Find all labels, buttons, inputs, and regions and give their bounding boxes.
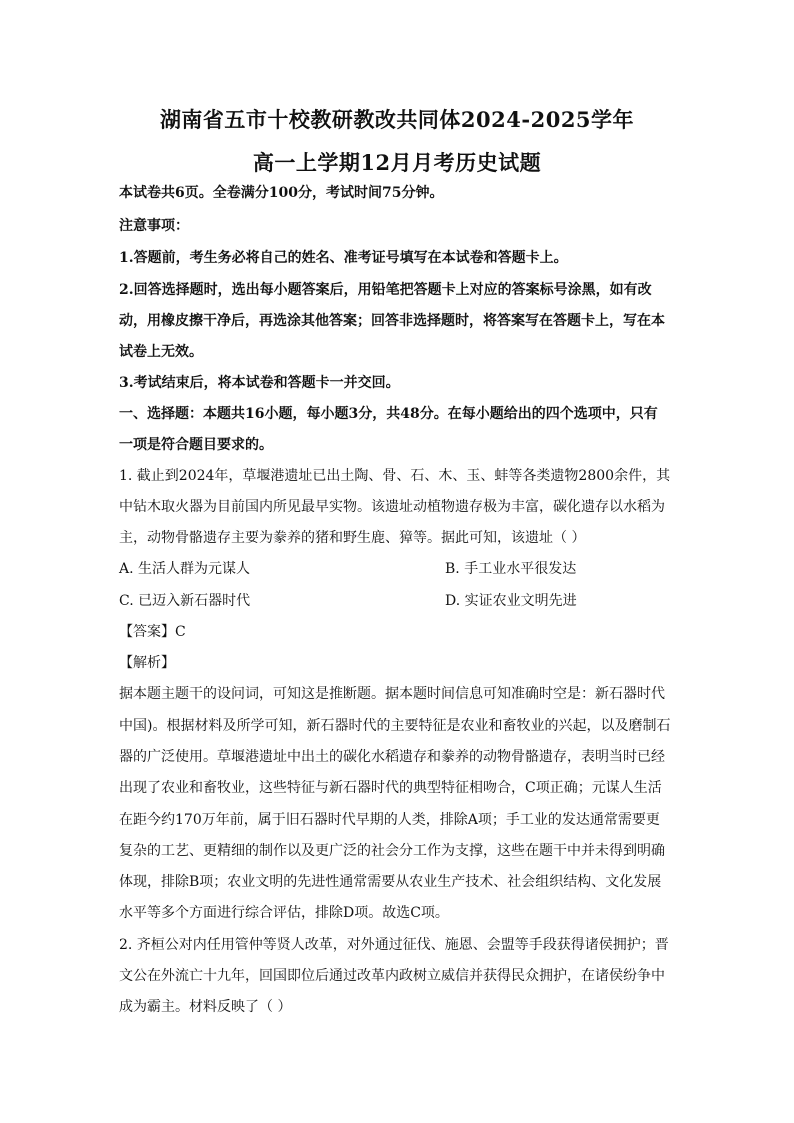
question-2-stem: 成为霸主。材料反映了（ ） — [119, 999, 292, 1015]
notice-item: 1.答题前，考生务必将自己的姓名、准考证号填写在本试卷和答题卡上。 — [119, 250, 568, 266]
analysis-line: 在距今约170万年前，属于旧石器时代早期的人类，排除A项；手工业的发达通常需要更 — [119, 812, 660, 828]
exam-intro: 本试卷共6页。全卷满分100分，考试时间75分钟。 — [119, 185, 444, 201]
option-c: C. 已迈入新石器时代 — [119, 593, 251, 609]
question-1-stem: 主，动物骨骼遗存主要为豢养的猪和野生鹿、獐等。据此可知，该遗址（ ） — [119, 530, 586, 546]
analysis-line: 体现，排除B项；农业文明的先进性通常需要从农业生产技术、社会组织结构、文化发展 — [119, 874, 662, 890]
analysis-line: 器的广泛使用。草堰港遗址中出土的碳化水稻遗存和豢养的动物骨骼遗存，表明当时已经 — [119, 749, 665, 765]
analysis-line: 中国)。根据材料及所学可知，新石器时代的主要特征是农业和畜牧业的兴起，以及磨制石 — [119, 718, 671, 734]
analysis-label: 【解析】 — [119, 655, 175, 671]
section-heading: 一、选择题：本题共16小题，每小题3分，共48分。在每小题给出的四个选项中，只有 — [119, 406, 658, 422]
notice-heading: 注意事项： — [119, 218, 189, 234]
page-subtitle: 高一上学期12月月考历史试题 — [252, 150, 542, 175]
section-heading-cont: 一项是符合题目要求的。 — [119, 437, 273, 453]
question-2-stem: 文公在外流亡十九年，回国即位后通过改革内政树立威信并获得民众拥护，在诸侯纷争中 — [119, 968, 665, 984]
page-title: 湖南省五市十校教研教改共同体2024-2025学年 — [159, 107, 635, 132]
option-b: B. 手工业水平很发达 — [445, 561, 577, 577]
answer-label: 【答案】C — [119, 624, 186, 640]
option-d: D. 实证农业文明先进 — [445, 593, 577, 609]
analysis-line: 复杂的工艺、更精细的制作以及更广泛的社会分工作为支撑，这些在题干中并未得到明确 — [119, 843, 665, 859]
analysis-line: 出现了农业和畜牧业，这些特征与新石器时代的典型特征相吻合，C项正确；元谋人生活 — [119, 780, 662, 796]
analysis-line: 水平等多个方面进行综合评估，排除D项。故选C项。 — [119, 905, 449, 921]
analysis-line: 据本题主题干的设问词，可知这是推断题。据本题时间信息可知准确时空是：新石器时代 — [119, 686, 665, 702]
notice-item: 动，用橡皮擦干净后，再选涂其他答案；回答非选择题时，将答案写在答题卡上，写在本 — [119, 313, 665, 329]
notice-item: 试卷上无效。 — [119, 344, 203, 360]
notice-item: 3.考试结束后，将本试卷和答题卡一并交回。 — [119, 375, 400, 391]
question-1-stem: 中钻木取火器为目前国内所见最早实物。该遗址动植物遗存极为丰富，碳化遗存以水稻为 — [119, 499, 665, 515]
notice-item: 2.回答选择题时，选出每小题答案后，用铅笔把答题卡上对应的答案标号涂黑，如有改 — [119, 282, 652, 298]
option-a: A. 生活人群为元谋人 — [119, 561, 251, 577]
question-1-stem: 1. 截止到2024年，草堰港遗址已出土陶、骨、石、木、玉、蚌等各类遗物2800余件，其 — [119, 468, 671, 484]
question-2-stem: 2. 齐桓公对内任用管仲等贤人改革，对外通过征伐、施恩、会盟等手段获得诸侯拥护；晋 — [119, 937, 669, 953]
